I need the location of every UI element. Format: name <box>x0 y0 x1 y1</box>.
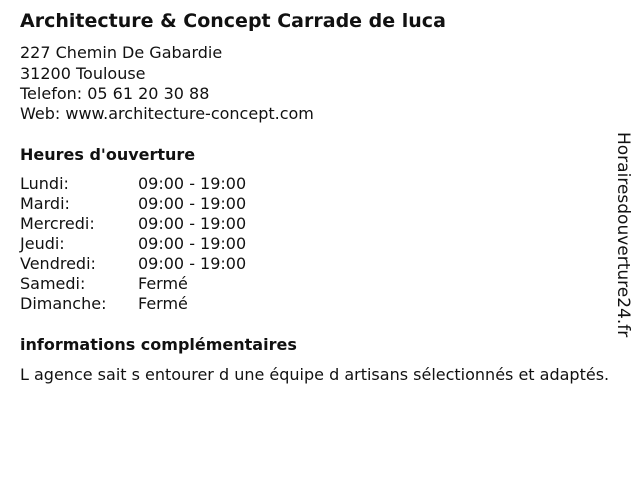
hours-time: Fermé <box>138 274 188 293</box>
hours-day: Jeudi: <box>20 234 65 253</box>
watermark-text: Horairesdouverture24.fr <box>613 132 633 338</box>
hours-day: Samedi: <box>20 274 86 293</box>
hours-row <box>20 174 320 194</box>
hours-row <box>20 214 320 234</box>
hours-row <box>20 194 320 214</box>
hours-time: 09:00 - 19:00 <box>138 214 247 233</box>
additional-info-heading: informations complémentaires <box>20 335 297 354</box>
hours-day: Mercredi: <box>20 214 95 233</box>
address-street: 227 Chemin De Gabardie <box>20 43 223 62</box>
hours-day: Dimanche: <box>20 294 107 313</box>
address-city: 31200 Toulouse <box>20 64 146 83</box>
hours-time: 09:00 - 19:00 <box>138 254 247 273</box>
hours-time: 09:00 - 19:00 <box>138 234 247 253</box>
hours-row <box>20 234 320 254</box>
business-name: Architecture & Concept Carrade de luca <box>20 10 446 32</box>
hours-time: 09:00 - 19:00 <box>138 174 247 193</box>
hours-row <box>20 294 320 314</box>
opening-hours-heading: Heures d'ouverture <box>20 145 196 164</box>
hours-row <box>20 254 320 274</box>
phone-number: Telefon: 05 61 20 30 88 <box>20 84 210 103</box>
website-link[interactable]: Web: www.architecture-concept.com <box>20 104 314 123</box>
hours-time: Fermé <box>138 294 188 313</box>
hours-day: Vendredi: <box>20 254 96 273</box>
hours-day: Lundi: <box>20 174 69 193</box>
hours-row <box>20 274 320 294</box>
hours-day: Mardi: <box>20 194 70 213</box>
hours-time: 09:00 - 19:00 <box>138 194 247 213</box>
additional-info-text: L agence sait s entourer d une équipe d artisans sélectionnés et adaptés. <box>20 365 610 384</box>
